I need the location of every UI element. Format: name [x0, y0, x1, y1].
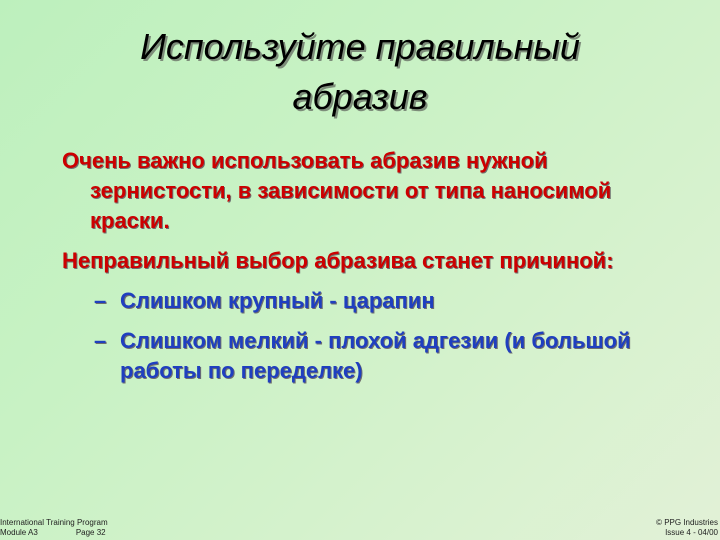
- footer-issue: Issue 4 - 04/00: [665, 528, 718, 537]
- slide-title-line-1: Используйте правильный: [140, 26, 580, 67]
- footer-page: Page 32: [75, 528, 106, 537]
- footer-module: Module A3: [0, 528, 38, 537]
- slide-title-line-2: абразив: [292, 76, 428, 117]
- footer-right: [656, 518, 718, 538]
- footer-copyright: © PPG Industries: [656, 518, 718, 527]
- sub-bullet-item: [94, 286, 662, 316]
- sub-bullet-text: Слишком мелкий - плохой адгезии (и большой работы по переделке): [120, 328, 631, 383]
- dash-bullet-icon: –: [94, 288, 107, 313]
- footer-program: International Training Program: [0, 518, 108, 527]
- footer-left: [0, 518, 108, 538]
- slide-body: [62, 146, 662, 396]
- footer-module-page: [0, 528, 108, 538]
- sub-bullet-item: [94, 326, 662, 386]
- bullet-item: Очень важно использовать абразив нужной зернистости, в зависимости от типа наносимой краски.: [62, 148, 612, 233]
- bullet-item: Неправильный выбор абразива станет причиной:: [62, 248, 614, 273]
- slide-title: [40, 22, 680, 122]
- dash-bullet-icon: –: [94, 328, 107, 353]
- sub-bullet-text: Слишком крупный - царапин: [120, 288, 435, 313]
